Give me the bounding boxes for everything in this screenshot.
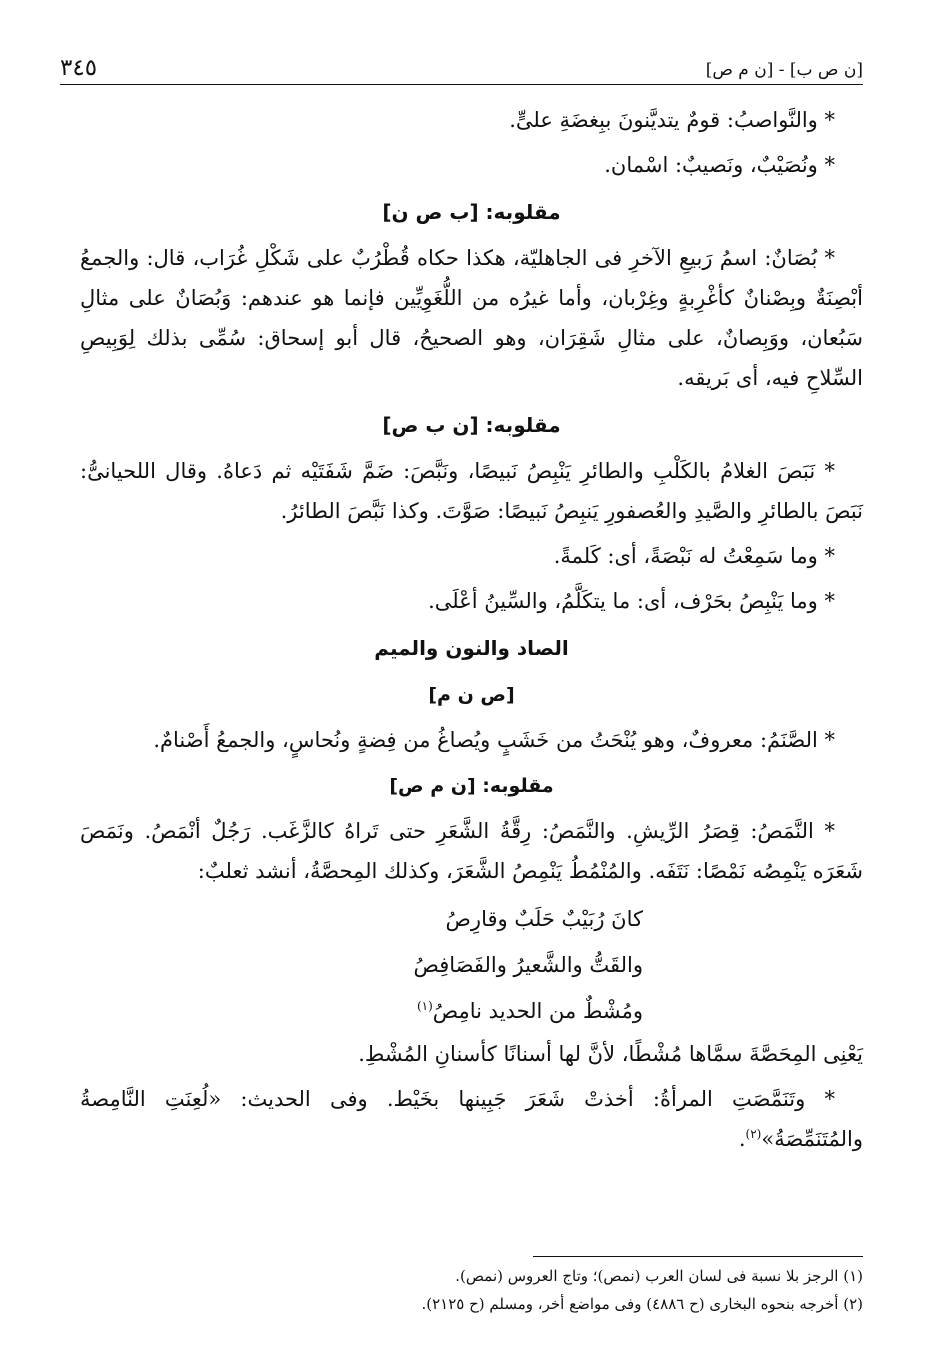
paragraph-end: . (738, 1127, 746, 1151)
footnote-divider (533, 1256, 863, 1257)
verse-line: والقَتُّ والشَّعيرُ والفَصَافِصُ (413, 953, 643, 977)
paragraph-sanam: * الصَّنَمُ: معروفٌ، وهو يُنْحَتُ من خَشَبٍ ويُصاغُ من فِضةٍ ونُحاسٍ، والجمعُ أَصْنامٌ. (153, 728, 835, 752)
chapter-heading: الصاد والنون والميم (374, 636, 569, 660)
footnotes (80, 1262, 863, 1318)
paragraph-nusayb: * ونُصَيْبٌ، ونَصيبٌ: اسْمان. (604, 153, 835, 177)
paragraph-nabsa: * وما سَمِعْتُ له نَبْصَةً، أى: كَلمةً. (553, 544, 835, 568)
verse-block (80, 896, 643, 1034)
running-head: [ن ص ب] - [ن م ص] (705, 60, 863, 80)
section-heading-bsn: مقلوبه: [ب ص ن] (382, 200, 561, 224)
paragraph-nabasa: * نَبَصَ الغلامُ بالكَلْبِ والطائرِ يَنْبِصُ نَبيصًا، ونَبَّصَ: ضَمَّ شَفَتَيْه ثم دَعاهُ. وقال اللحيانىُّ: نَبَصَ بالطائرِ والصَّيدِ والعُصفورِ يَنبِصُ نَبيصًا: صَوَّتَ. وكذا نَبَّصَ الطائرُ. (80, 459, 863, 523)
section-heading-snm: [ص ن م] (428, 684, 515, 706)
section-heading-nbs: مقلوبه: [ن ب ص] (382, 413, 561, 437)
section-heading-nms: مقلوبه: [ن م ص] (389, 775, 554, 797)
verse-line-text: ومُشْطٌ من الحديد نامِصُ (432, 999, 643, 1023)
paragraph-yanbisu: * وما يَنْبِصُ بحَرْف، أى: ما يتكَلَّمُ، والسِّينُ أعْلَى. (428, 589, 835, 613)
footnote-item: (١) الرجز بلا نسبة فى لسان العرب (نمص)؛ وتاج العروس (نمص). (455, 1267, 863, 1285)
main-text (80, 100, 863, 1164)
footnote-mark: (٢) (745, 1127, 762, 1141)
paragraph-yani: يَعْنِى المِحَصَّةَ سمَّاها مُشْطًا، لأنَّ لها أسنانًا كأسنانِ المُشْطِ. (358, 1042, 863, 1066)
footnote-item: (٢) أخرجه بنحوه البخارى (ح ٤٨٨٦) وفى مواضع أخر، ومسلم (ح ٢١٢٥). (421, 1295, 863, 1313)
paragraph-text: * وتَنَمَّصَتِ المرأةُ: أخذتْ شَعَرَ جَبِينها بخَيْط. وفى الحديث: «لُعِنَتِ النَّامِصةُ والمُتَنَمِّصَةُ» (80, 1087, 863, 1151)
paragraph-tanammasat (80, 1079, 863, 1159)
verse-line (80, 988, 643, 1034)
paragraph-namas: * النَّمَصُ: قِصَرُ الرِّيشِ. والنَّمَصُ: رِقَّةُ الشَّعَرِ حتى تَراهُ كالزَّغَب. رَجُلٌ أنْمَصُ. ونَمَصَ شَعَرَه يَنْمِصُه نَمْصًا: نَتَفَه. والمُنْمُطُ يَنْمِصُ الشَّعَرَ، وكذلك المِحصَّةُ، أنشد ثعلبٌ: (80, 819, 863, 883)
page-number: ٣٤٥ (60, 55, 98, 81)
page-header (60, 54, 863, 85)
footnote-mark: (١) (416, 999, 433, 1013)
verse-line: كانَ رُبَيْبٌ حَلَبٌ وقارِصُ (445, 907, 643, 931)
paragraph-busan: * بُصَانٌ: اسمُ رَبيعِ الآخرِ فى الجاهليّة، هكذا حكاه قُطْرُبٌ على شَكْلِ غُرَاب، قال: والجمعُ أبْصِنَةٌ وبِصْنانٌ كأغْرِبةٍ وغِرْبان، وأما غيرُه من اللُّغَوِيِّين فإنما هو عندهم: وَبُصَانٌ على مثالِ سَبُعان، ووَبِصانٌ، على مثالِ شَقِرَان، وهو الصحيحُ، قال أبو إسحاق: سُمِّى بذلك لِوَبِيصِ السِّلاحِ فيه، أى بَريقه. (80, 246, 863, 390)
paragraph-nawasib: * والنَّواصبُ: قومٌ يتديَّنونَ ببِغضَةِ علىٍّ. (509, 108, 835, 132)
